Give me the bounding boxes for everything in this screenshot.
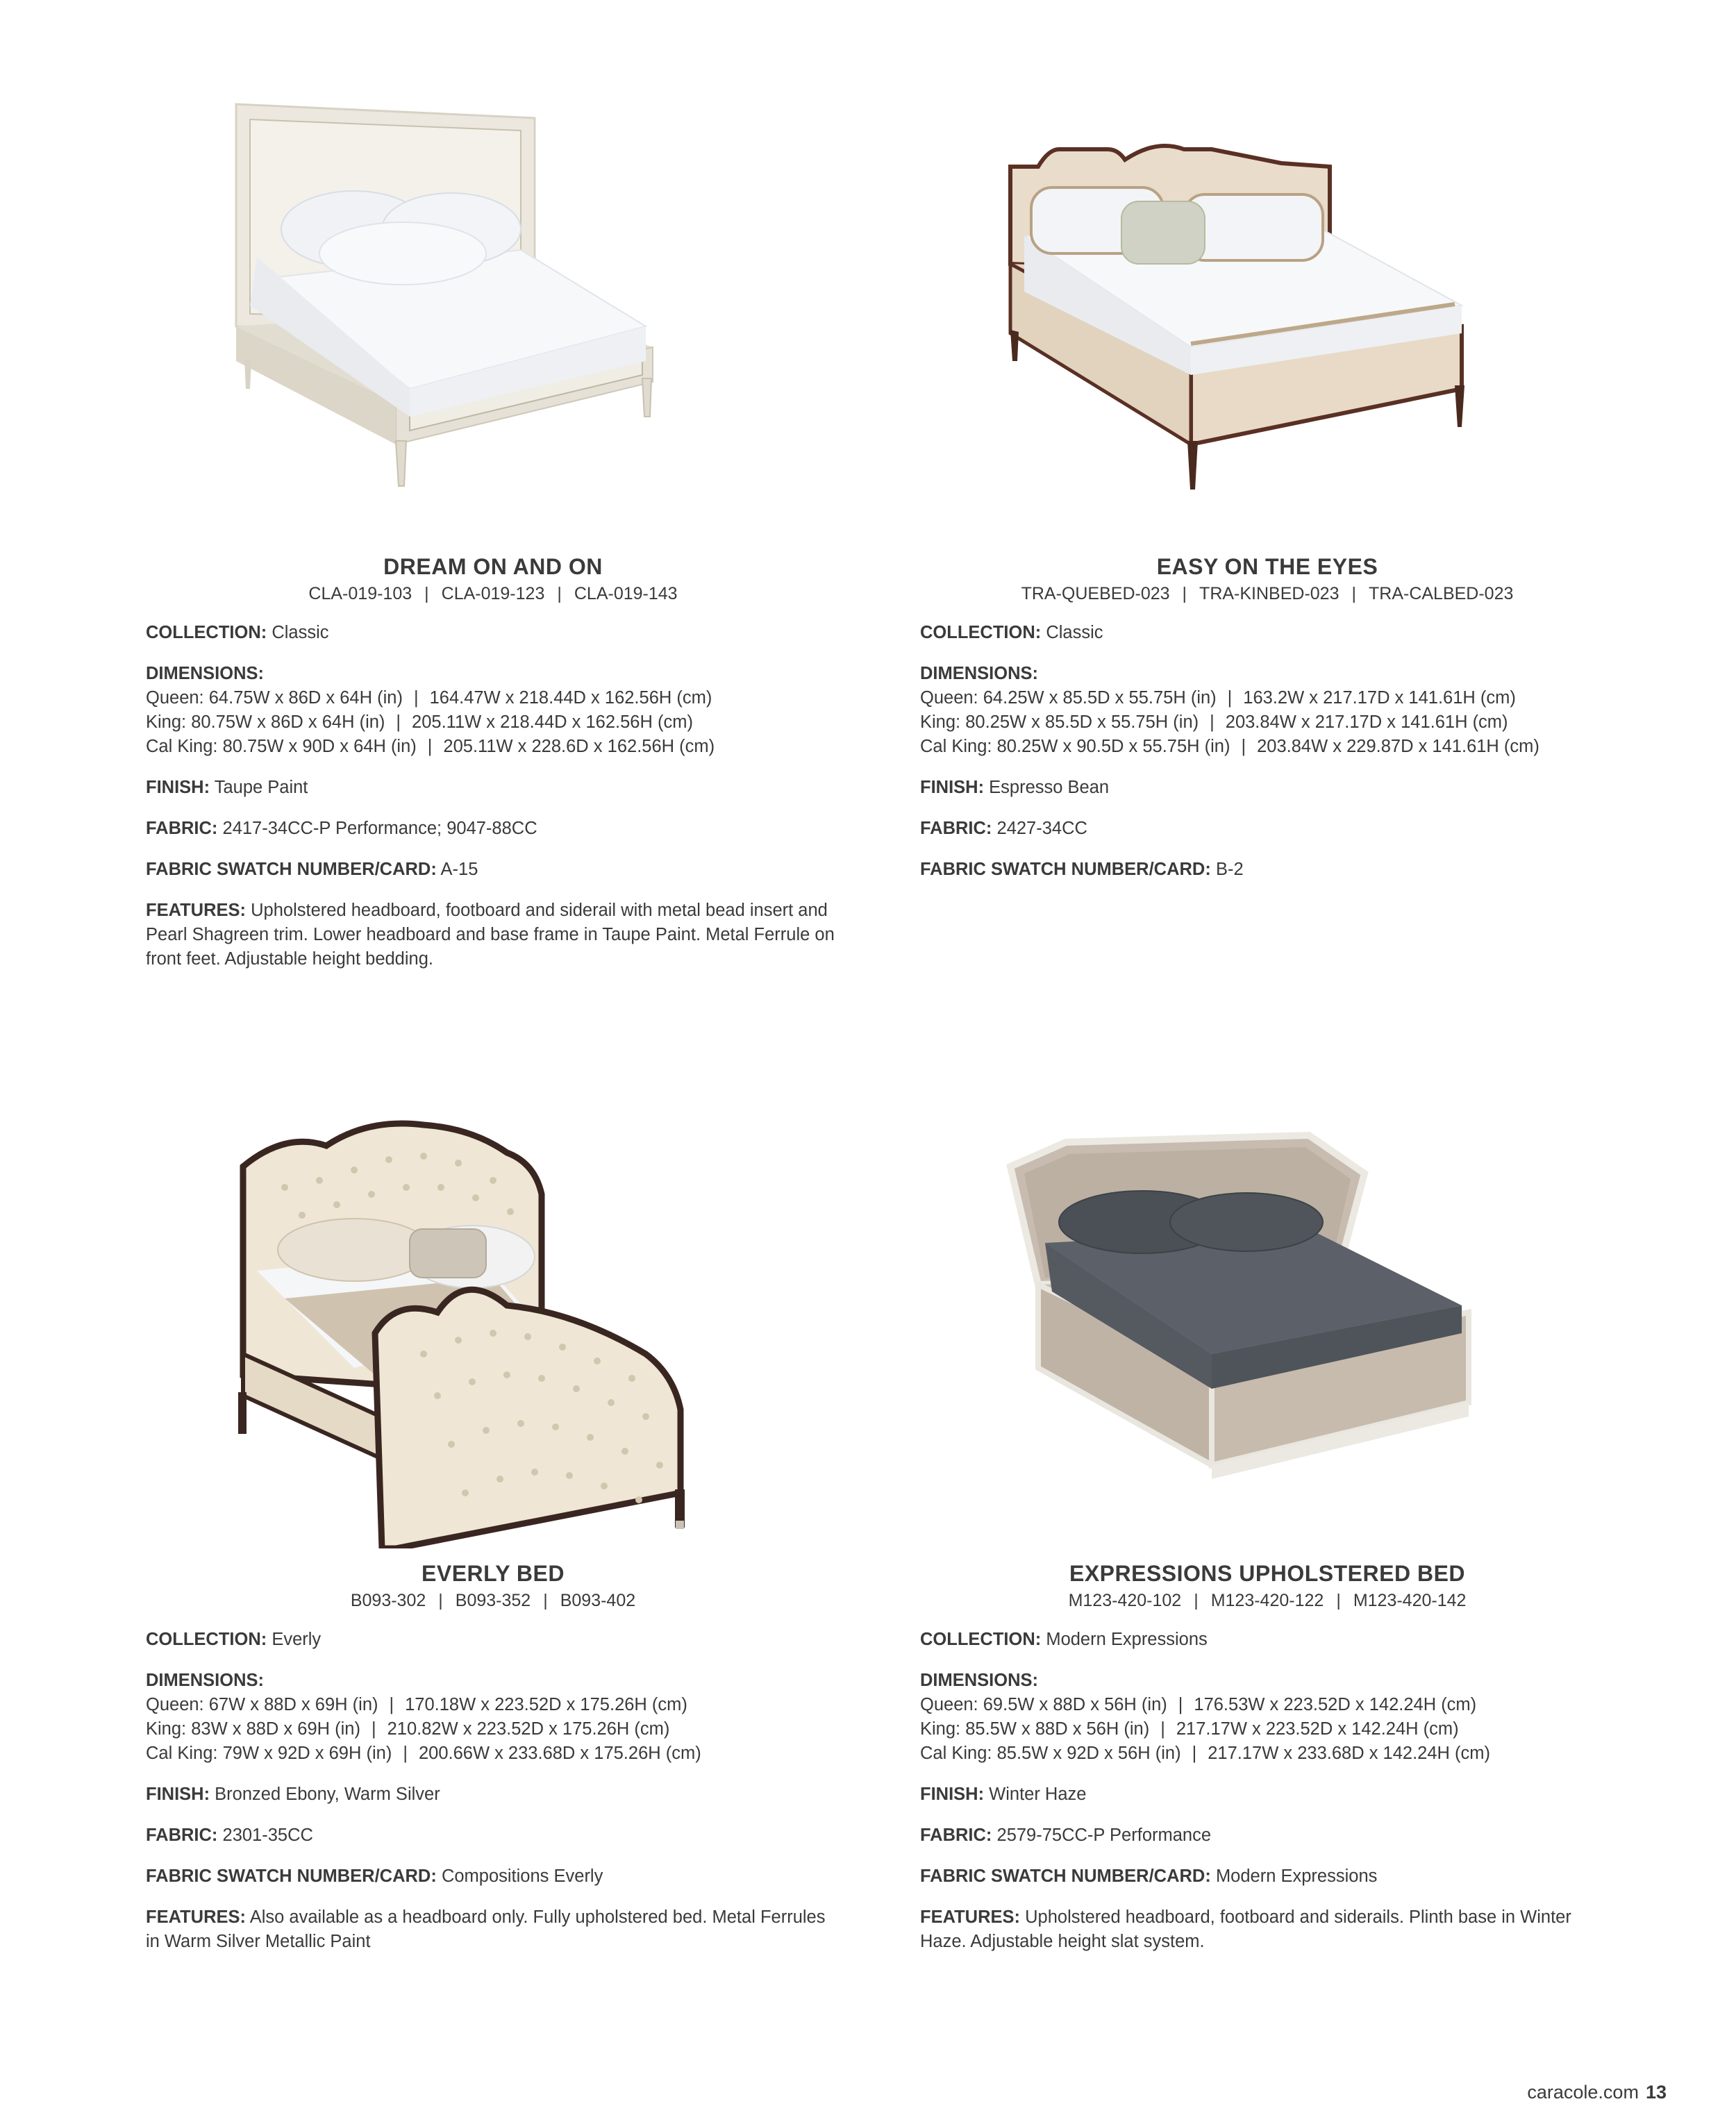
swatch-label: FABRIC SWATCH NUMBER/CARD: — [920, 1866, 1211, 1886]
swatch-label: FABRIC SWATCH NUMBER/CARD: — [146, 1866, 437, 1886]
fabric-label: FABRIC: — [146, 819, 218, 838]
finish-label: FINISH: — [146, 1785, 210, 1804]
fabric-value: 2417-34CC-P Performance; 9047-88CC — [222, 819, 537, 838]
dim-inches: 64.75W x 86D x 64H (in) — [208, 688, 403, 708]
swatch-label: FABRIC SWATCH NUMBER/CARD: — [920, 860, 1211, 879]
page-number: 13 — [1645, 2082, 1667, 2103]
footer-site-link[interactable]: caracole.com — [1527, 2082, 1639, 2103]
dim-cm: 163.2W x 217.17D x 141.61H (cm) — [1243, 688, 1516, 708]
fabric-row — [920, 1823, 1614, 1848]
dim-separator: | — [371, 1719, 376, 1739]
product-image — [920, 97, 1614, 542]
sku-list — [920, 584, 1614, 604]
dim-size: Queen: — [146, 1695, 204, 1714]
dim-inches: 69.5W x 88D x 56H (in) — [983, 1695, 1167, 1714]
dim-cm: 205.11W x 218.44D x 162.56H (cm) — [412, 712, 693, 732]
sku-separator: | — [438, 1591, 443, 1610]
product-title: EASY ON THE EYES — [1156, 554, 1378, 579]
sku-list — [920, 1591, 1614, 1611]
dimension-row — [146, 1741, 840, 1766]
fabric-label: FABRIC: — [146, 1826, 218, 1845]
sku-separator: | — [1351, 584, 1356, 603]
dimensions-block — [146, 662, 840, 759]
dim-cm: 203.84W x 229.87D x 141.61H (cm) — [1257, 737, 1539, 756]
dim-size: King: — [920, 1719, 961, 1739]
dimensions-label: DIMENSIONS: — [146, 1671, 265, 1690]
dim-inches: 85.5W x 92D x 56H (in) — [996, 1744, 1181, 1763]
dim-separator: | — [389, 1695, 394, 1714]
finish-row — [146, 776, 840, 800]
collection-value: Classic — [1046, 623, 1103, 642]
sku-list — [146, 584, 840, 604]
dim-separator: | — [1178, 1695, 1183, 1714]
fabric-label: FABRIC: — [920, 819, 992, 838]
sku: CLA-019-103 — [308, 584, 412, 603]
dim-separator: | — [403, 1744, 408, 1763]
swatch-row — [920, 1864, 1614, 1889]
fabric-row — [920, 817, 1614, 841]
features-row — [920, 1905, 1614, 1954]
dim-inches: 80.75W x 86D x 64H (in) — [191, 712, 385, 732]
dim-separator: | — [1210, 712, 1215, 732]
product-image — [146, 97, 840, 542]
dim-size: King: — [146, 1719, 187, 1739]
dim-separator: | — [1241, 737, 1246, 756]
dimensions-label: DIMENSIONS: — [920, 664, 1039, 683]
collection-label: COLLECTION: — [920, 1630, 1042, 1649]
swatch-value: Modern Expressions — [1215, 1866, 1378, 1886]
dim-size: Queen: — [146, 688, 204, 708]
collection-row — [920, 621, 1614, 645]
features-row — [146, 899, 840, 971]
sku: CLA-019-143 — [574, 584, 678, 603]
dimensions-block — [146, 1669, 840, 1766]
dimension-row — [920, 710, 1614, 735]
dim-size: Queen: — [920, 688, 978, 708]
fabric-row — [146, 1823, 840, 1848]
dim-size: Cal King: — [146, 1744, 218, 1763]
fabric-value: 2301-35CC — [222, 1826, 313, 1845]
dimension-row — [146, 1693, 840, 1717]
dimension-row — [920, 1717, 1614, 1741]
dimension-row — [920, 735, 1614, 759]
fabric-row — [146, 817, 840, 841]
collection-value: Classic — [272, 623, 329, 642]
product-everly-bed — [146, 1104, 840, 1954]
features-row — [146, 1905, 840, 1954]
swatch-label: FABRIC SWATCH NUMBER/CARD: — [146, 860, 437, 879]
finish-label: FINISH: — [920, 778, 985, 797]
bed-image-everly-bed — [146, 1104, 840, 1548]
finish-label: FINISH: — [146, 778, 210, 797]
product-easy-on-the-eyes — [920, 97, 1614, 882]
dim-inches: 85.5W x 88D x 56H (in) — [965, 1719, 1150, 1739]
finish-row — [920, 776, 1614, 800]
sku: TRA-CALBED-023 — [1369, 584, 1514, 603]
dim-separator: | — [427, 737, 433, 756]
dim-size: Queen: — [920, 1695, 978, 1714]
swatch-row — [146, 1864, 840, 1889]
features-label: FEATURES: — [920, 1907, 1021, 1927]
dimensions-block — [920, 1669, 1614, 1766]
dim-inches: 79W x 92D x 69H (in) — [222, 1744, 392, 1763]
dim-cm: 205.11W x 228.6D x 162.56H (cm) — [443, 737, 715, 756]
bed-image-easy-on-the-eyes — [920, 97, 1614, 542]
dimension-row — [920, 1741, 1614, 1766]
finish-row — [146, 1782, 840, 1807]
sku: B093-352 — [455, 1591, 531, 1610]
product-image — [920, 1104, 1614, 1548]
dim-size: Cal King: — [146, 737, 218, 756]
collection-value: Modern Expressions — [1046, 1630, 1208, 1649]
dim-separator: | — [396, 712, 401, 732]
bed-image-expressions — [920, 1104, 1614, 1548]
dim-inches: 80.75W x 90D x 64H (in) — [222, 737, 417, 756]
sku-separator: | — [424, 584, 429, 603]
dim-size: King: — [920, 712, 961, 732]
features-label: FEATURES: — [146, 1907, 247, 1927]
dim-separator: | — [1160, 1719, 1165, 1739]
dim-size: King: — [146, 712, 187, 732]
dimension-row — [920, 1693, 1614, 1717]
features-value: Upholstered headboard, footboard and siderails. Plinth base in Winter Haze. Adjustable height slat system. — [920, 1907, 1571, 1951]
page-footer — [1527, 2082, 1667, 2103]
dim-cm: 164.47W x 218.44D x 162.56H (cm) — [429, 688, 712, 708]
finish-value: Bronzed Ebony, Warm Silver — [215, 1785, 440, 1804]
dimensions-block — [920, 662, 1614, 759]
sku: M123-420-102 — [1068, 1591, 1182, 1610]
sku: M123-420-142 — [1353, 1591, 1467, 1610]
dimension-row — [146, 1717, 840, 1741]
sku-separator: | — [557, 584, 562, 603]
fabric-value: 2427-34CC — [996, 819, 1087, 838]
sku: CLA-019-123 — [441, 584, 545, 603]
finish-value: Espresso Bean — [989, 778, 1110, 797]
collection-value: Everly — [272, 1630, 322, 1649]
dim-inches: 80.25W x 90.5D x 55.75H (in) — [996, 737, 1230, 756]
dimensions-label: DIMENSIONS: — [146, 664, 265, 683]
dim-cm: 170.18W x 223.52D x 175.26H (cm) — [405, 1695, 687, 1714]
sku-separator: | — [543, 1591, 548, 1610]
features-value: Also available as a headboard only. Fully upholstered bed. Metal Ferrules in Warm Silver Metallic Paint — [146, 1907, 826, 1951]
swatch-value: B-2 — [1215, 860, 1244, 879]
dim-inches: 64.25W x 85.5D x 55.75H (in) — [983, 688, 1217, 708]
collection-row — [146, 1628, 840, 1652]
features-value: Upholstered headboard, footboard and siderail with metal bead insert and Pearl Shagreen trim. Lower headboard and base frame in Taupe Paint. Metal Ferrule on front feet. Adjustable height bedding. — [146, 901, 835, 969]
swatch-value: A-15 — [440, 860, 478, 879]
dimension-row — [920, 686, 1614, 710]
finish-row — [920, 1782, 1614, 1807]
sku-separator: | — [1194, 1591, 1199, 1610]
sku: B093-302 — [350, 1591, 426, 1610]
dimension-row — [146, 735, 840, 759]
dimension-row — [146, 710, 840, 735]
dim-cm: 176.53W x 223.52D x 142.24H (cm) — [1194, 1695, 1477, 1714]
bed-image-dream-on-and-on — [146, 97, 840, 542]
sku: B093-402 — [560, 1591, 636, 1610]
sku: M123-420-122 — [1210, 1591, 1324, 1610]
product-expressions-upholstered-bed — [920, 1104, 1614, 1954]
finish-value: Taupe Paint — [214, 778, 308, 797]
dim-cm: 210.82W x 223.52D x 175.26H (cm) — [387, 1719, 670, 1739]
sku: TRA-QUEBED-023 — [1021, 584, 1170, 603]
dim-size: Cal King: — [920, 737, 992, 756]
dimension-row — [146, 686, 840, 710]
dim-separator: | — [413, 688, 419, 708]
dim-cm: 200.66W x 233.68D x 175.26H (cm) — [418, 1744, 701, 1763]
dim-cm: 203.84W x 217.17D x 141.61H (cm) — [1225, 712, 1508, 732]
dim-separator: | — [1192, 1744, 1197, 1763]
sku-separator: | — [1336, 1591, 1341, 1610]
swatch-value: Compositions Everly — [441, 1866, 603, 1886]
product-title: EXPRESSIONS UPHOLSTERED BED — [1069, 1561, 1466, 1586]
sku: TRA-KINBED-023 — [1199, 584, 1339, 603]
dim-cm: 217.17W x 223.52D x 142.24H (cm) — [1176, 1719, 1459, 1739]
features-label: FEATURES: — [146, 901, 247, 920]
collection-label: COLLECTION: — [146, 623, 267, 642]
fabric-label: FABRIC: — [920, 1826, 992, 1845]
collection-row — [146, 621, 840, 645]
dim-inches: 67W x 88D x 69H (in) — [208, 1695, 378, 1714]
product-dream-on-and-on — [146, 97, 840, 971]
swatch-row — [920, 858, 1614, 882]
collection-label: COLLECTION: — [146, 1630, 267, 1649]
dimensions-label: DIMENSIONS: — [920, 1671, 1039, 1690]
finish-label: FINISH: — [920, 1785, 985, 1804]
collection-row — [920, 1628, 1614, 1652]
fabric-value: 2579-75CC-P Performance — [996, 1826, 1212, 1845]
collection-label: COLLECTION: — [920, 623, 1042, 642]
product-title: EVERLY BED — [422, 1561, 565, 1586]
dim-inches: 80.25W x 85.5D x 55.75H (in) — [965, 712, 1199, 732]
dim-separator: | — [1227, 688, 1233, 708]
finish-value: Winter Haze — [989, 1785, 1087, 1804]
dim-inches: 83W x 88D x 69H (in) — [191, 1719, 360, 1739]
dim-size: Cal King: — [920, 1744, 992, 1763]
product-image — [146, 1104, 840, 1548]
sku-list — [146, 1591, 840, 1611]
sku-separator: | — [1182, 584, 1187, 603]
dim-cm: 217.17W x 233.68D x 142.24H (cm) — [1208, 1744, 1490, 1763]
product-title: DREAM ON AND ON — [383, 554, 603, 579]
swatch-row — [146, 858, 840, 882]
